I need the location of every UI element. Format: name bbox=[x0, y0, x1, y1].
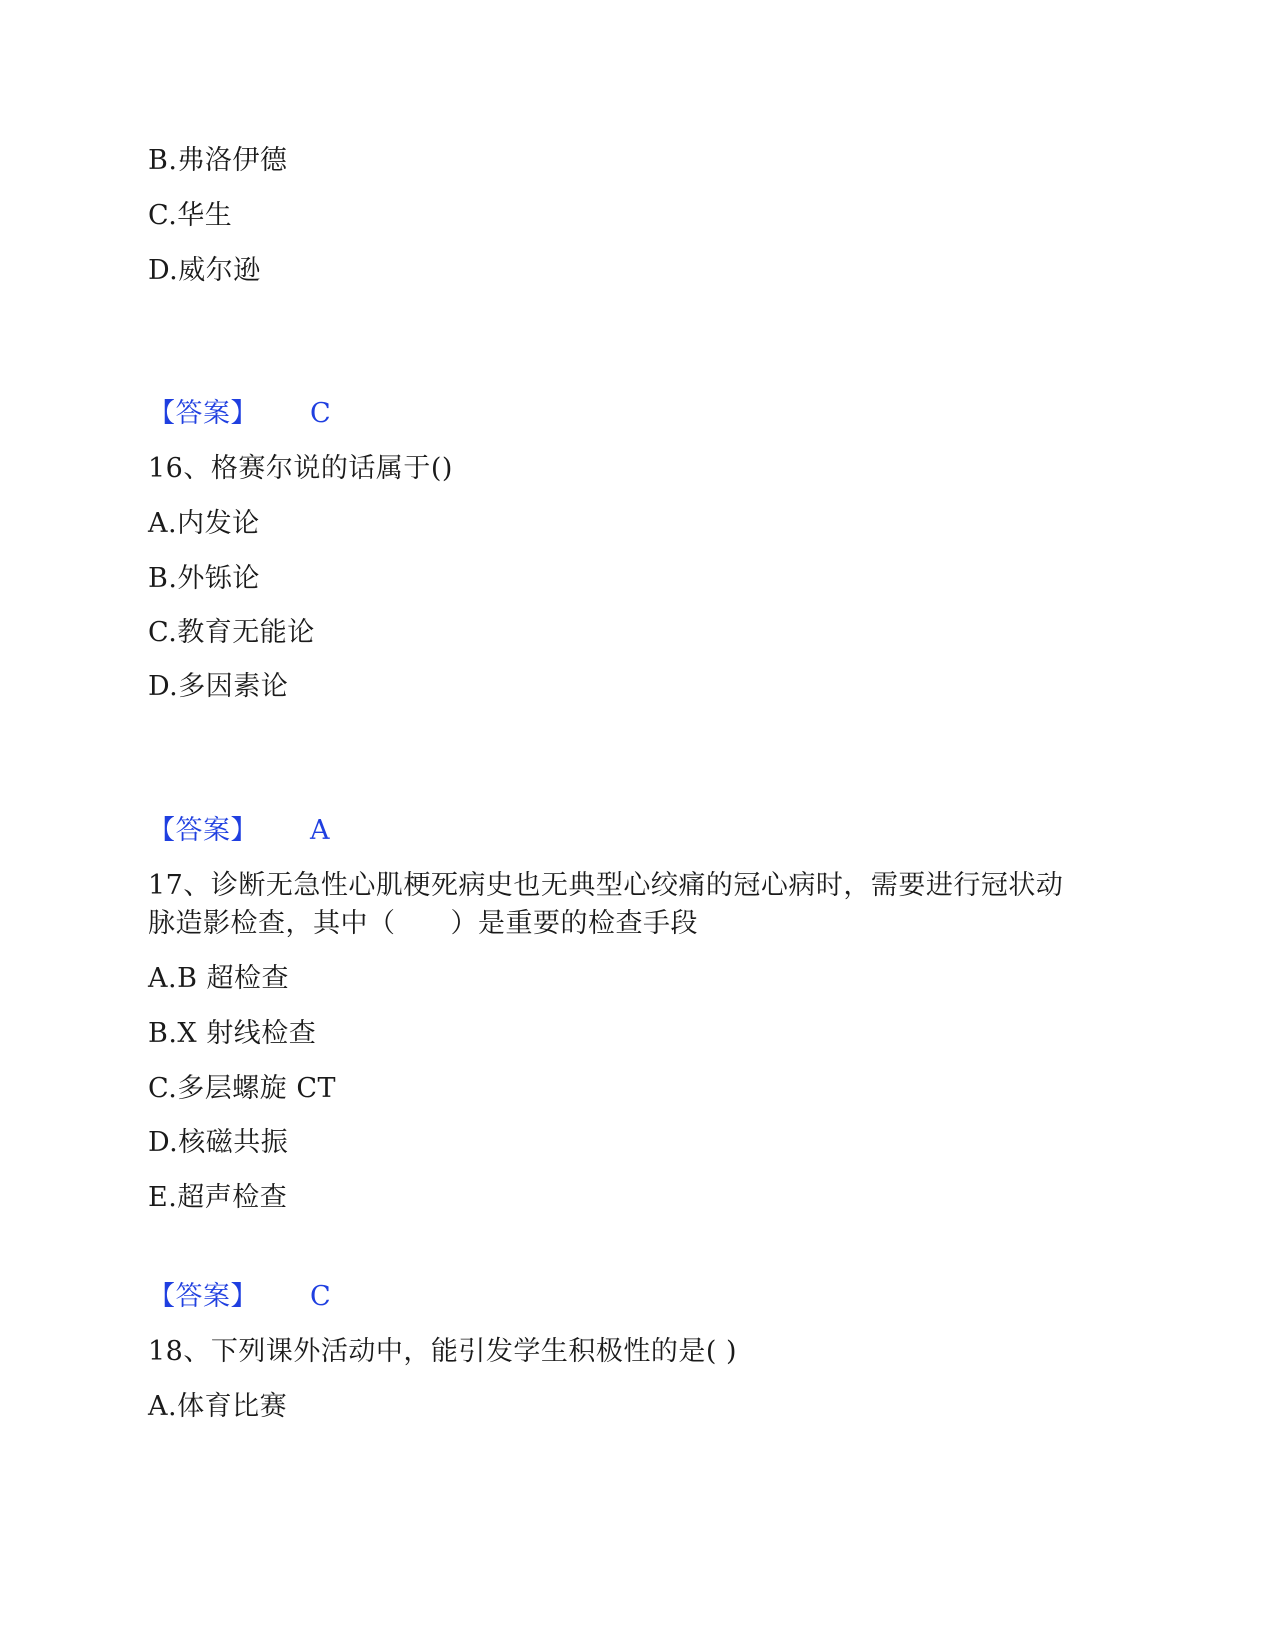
q16-answer bbox=[148, 813, 548, 849]
q17-option-d: D.核磁共振 bbox=[148, 1127, 289, 1158]
answer-value: C bbox=[310, 1281, 332, 1312]
q18-stem: 18、下列课外活动中，能引发学生积极性的是( ) bbox=[148, 1336, 738, 1367]
q15-option-c: C.华生 bbox=[148, 200, 233, 231]
q17-stem-line2: 脉造影检查，其中（ ）是重要的检查手段 bbox=[148, 908, 698, 939]
answer-label: 【答案】 bbox=[148, 398, 258, 429]
q18-option-a: A.体育比赛 bbox=[148, 1391, 288, 1422]
q16-option-a: A.内发论 bbox=[148, 508, 260, 539]
answer-label: 【答案】 bbox=[148, 1281, 258, 1312]
q16-option-d: D.多因素论 bbox=[148, 671, 289, 702]
q16-option-c: C.教育无能论 bbox=[148, 617, 315, 648]
q17-option-b: B.X 射线检查 bbox=[148, 1018, 317, 1049]
answer-label: 【答案】 bbox=[148, 815, 258, 846]
q16-option-b: B.外铄论 bbox=[148, 563, 260, 594]
q17-answer bbox=[148, 1279, 548, 1315]
q16-stem: 16、格赛尔说的话属于() bbox=[148, 453, 453, 484]
q17-stem-line1: 17、诊断无急性心肌梗死病史也无典型心绞痛的冠心病时，需要进行冠状动 bbox=[148, 870, 1064, 901]
q15-option-d: D.威尔逊 bbox=[148, 255, 261, 286]
answer-value: C bbox=[310, 398, 332, 429]
q15-option-b: B.弗洛伊德 bbox=[148, 145, 288, 176]
q17-option-c: C.多层螺旋 CT bbox=[148, 1073, 337, 1104]
q15-answer bbox=[148, 396, 548, 432]
q17-option-a: A.B 超检查 bbox=[148, 963, 290, 994]
q17-option-e: E.超声检查 bbox=[148, 1182, 288, 1213]
answer-value: A bbox=[310, 815, 330, 846]
